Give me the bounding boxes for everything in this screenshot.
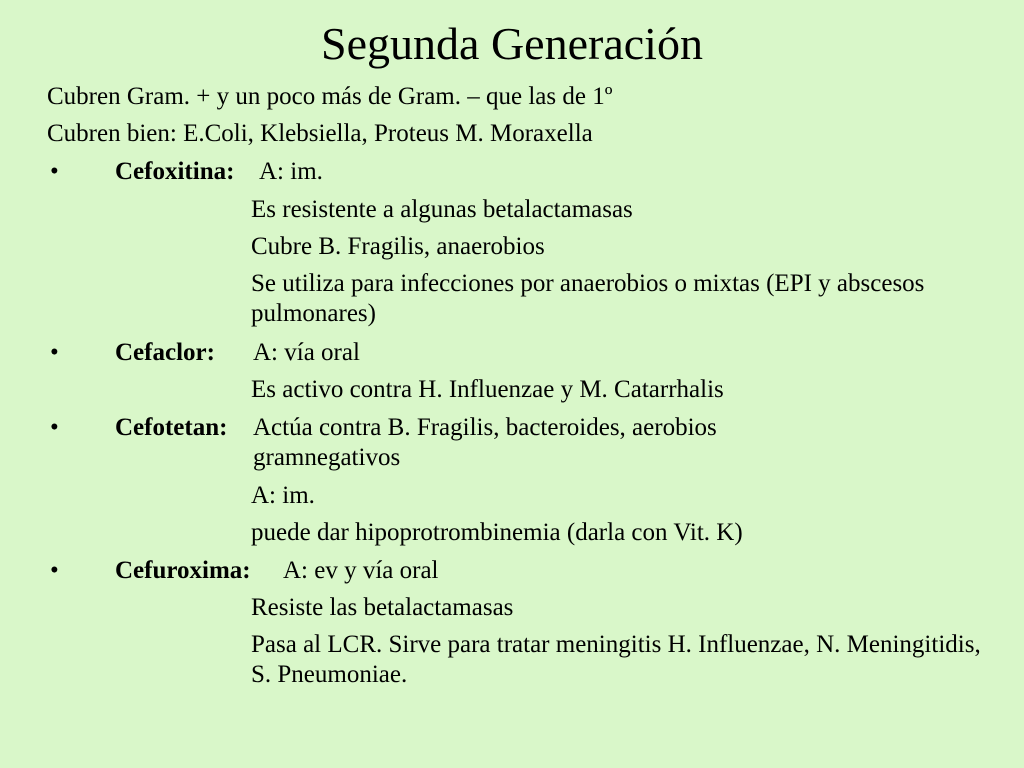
- drug-detail-line: Cubre B. Fragilis, anaerobios: [251, 233, 545, 260]
- bullet-marker: •: [50, 158, 59, 185]
- drug-detail-line: Es resistente a algunas betalactamasas: [251, 196, 633, 223]
- bullet-marker: •: [50, 339, 59, 366]
- intro-line-organisms: Cubren bien: E.Coli, Klebsiella, Proteus M. Moraxella: [47, 120, 593, 147]
- drug-detail-line: puede dar hipoprotrombinemia (darla con Vit. K): [251, 519, 743, 546]
- drug-name-cefaclor: Cefaclor:: [115, 339, 215, 366]
- drug-detail-line: Resiste las betalactamasas: [251, 594, 514, 621]
- drug-admin-cefotetan: Actúa contra B. Fragilis, bacteroides, aerobios gramnegativos: [253, 414, 717, 471]
- bullet-marker: •: [50, 414, 59, 441]
- drug-detail-line: Pasa al LCR. Sirve para tratar meningitis H. Influenzae, N. Meningitidis, S. Pneumoniae.: [251, 631, 981, 688]
- drug-name-cefoxitina: Cefoxitina:: [115, 158, 235, 185]
- drug-detail-line: Se utiliza para infecciones por anaerobios o mixtas (EPI y abscesos pulmonares): [251, 270, 925, 327]
- drug-admin-cefaclor: A: vía oral: [253, 339, 360, 366]
- drug-name-cefotetan: Cefotetan:: [115, 414, 228, 441]
- slide-title: Segunda Generación: [321, 18, 703, 69]
- drug-name-cefuroxima: Cefuroxima:: [115, 557, 251, 584]
- intro-line-coverage: Cubren Gram. + y un poco más de Gram. – que las de 1º: [47, 83, 613, 110]
- drug-detail-line: Es activo contra H. Influenzae y M. Catarrhalis: [251, 376, 724, 403]
- drug-detail-line: A: im.: [251, 482, 315, 509]
- bullet-marker: •: [50, 557, 59, 584]
- drug-admin-cefuroxima: A: ev y vía oral: [283, 557, 439, 584]
- drug-admin-cefoxitina: A: im.: [259, 158, 323, 185]
